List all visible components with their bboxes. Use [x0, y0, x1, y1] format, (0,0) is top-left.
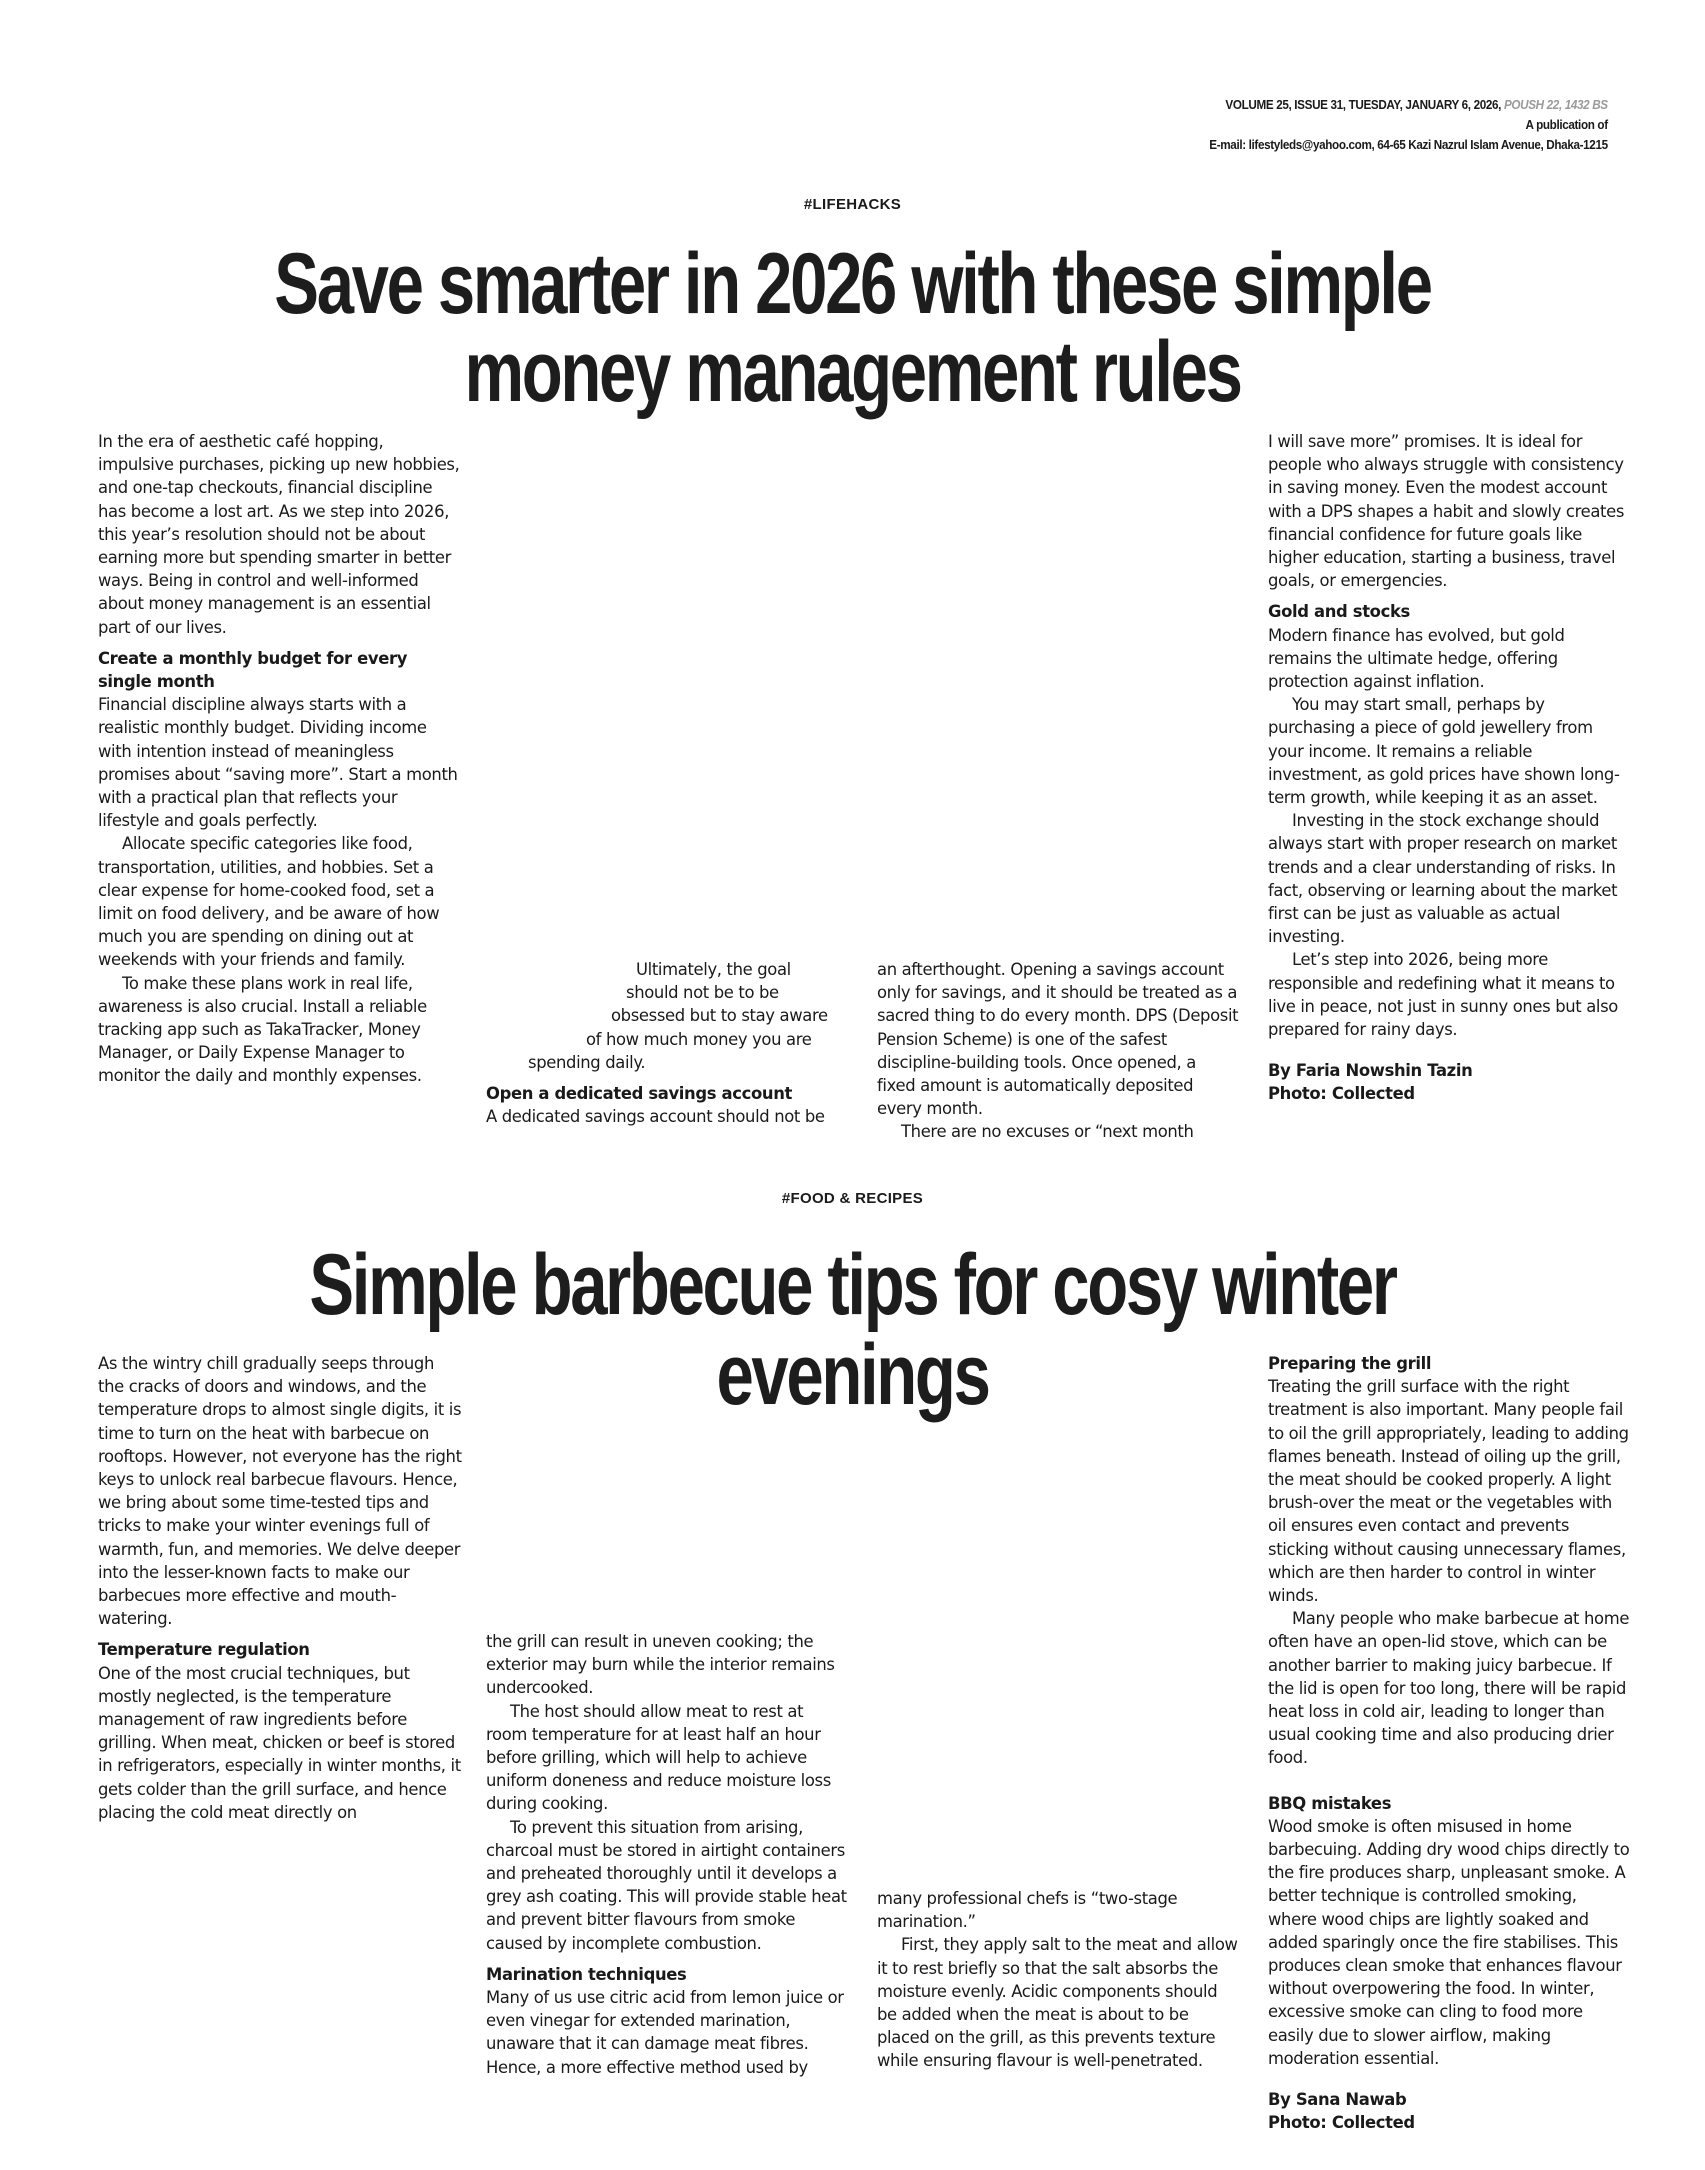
- article2-column-2: [486, 1630, 848, 2079]
- subheading-monthly-budget: Create a monthly budget for every single month: [98, 648, 408, 692]
- article1-headline: [188, 236, 1518, 420]
- text-line: Ultimately, the goal: [636, 960, 791, 979]
- byline: By Sana Nawab: [1268, 2090, 1407, 2110]
- paragraph: Allocate specific categories like food, transportation, utilities, and hobbies. Set a clear expense for home-cooked food, set a limit on food delivery, and be aware of how much you are spending on dining out at weekends with your friends and family.: [98, 834, 440, 970]
- byline: By Faria Nowshin Tazin: [1268, 1061, 1473, 1081]
- article2-column-3: [877, 1887, 1239, 2073]
- paragraph: A dedicated savings account should not be: [486, 1107, 825, 1127]
- article1-column-2: [486, 958, 848, 1128]
- paragraph: I will save more” promises. It is ideal for people who always struggle with consistency in saving money. Even the modest account with a DPS shapes a habit and slowly creates financial confidence for future goals like higher education, starting a business, travel goals, or emergencies.: [1268, 432, 1625, 591]
- subheading-bbq-mistakes: BBQ mistakes: [1268, 1793, 1392, 1813]
- paragraph: Investing in the stock exchange should always start with proper research on market trends and a clear understanding of risks. In fact, observing or learning about the market first can be just as valuable as actual investing.: [1268, 811, 1618, 947]
- paragraph: Let’s step into 2026, being more responsible and redefining what it means to live in peace, not just in sunny ones but also prepared for rainy days.: [1268, 950, 1618, 1040]
- section-tag-food-recipes: #FOOD & RECIPES: [781, 1190, 924, 1207]
- paragraph: You may start small, perhaps by purchasing a piece of gold jewellery from your income. It remains a reliable investment, as gold prices have shown long-term growth, while keeping it as an asset.: [1268, 695, 1620, 808]
- subheading-savings-account: Open a dedicated savings account: [486, 1084, 793, 1104]
- article1-intro: In the era of aesthetic café hopping, impulsive purchases, picking up new hobbies, and one-tap checkouts, financial discipline has become a lost art. As we step into 2026, this year’s resolution should not be about earning more but spending smarter in better ways. Being in control and well-informed about money management is an essential part of our lives.: [98, 432, 460, 637]
- paragraph: Wood smoke is often misused in home barbecuing. Adding dry wood chips directly to the fire produces sharp, unpleasant smoke. A better technique is controlled smoking, where wood chips are lightly soaked and added sparingly once the fire stabilises. This produces clean smoke that enhances flavour without overpowering the food. In winter, excessive smoke can cling to food more easily due to slower airflow, making moderation essential.: [1268, 1816, 1630, 2068]
- photo-credit: Photo: Collected: [1268, 2113, 1415, 2133]
- paragraph: Many people who make barbecue at home often have an open-lid stove, which can be another barrier to making juicy barbecue. If the lid is open for too long, there will be rapid heat loss in cold air, leading to longer than usual cooking time and also producing drier food.: [1268, 1609, 1630, 1768]
- paragraph: The host should allow meat to rest at room temperature for at least half an hour before grilling, which will help to achieve uniform doneness and reduce moisture loss during cooking.: [486, 1701, 831, 1814]
- subheading-temperature: Temperature regulation: [98, 1640, 310, 1660]
- paragraph: To make these plans work in real life, awareness is also crucial. Install a reliable tracking app such as TakaTracker, Money Manager, or Daily Expense Manager to monitor the daily and monthly expenses.: [98, 973, 427, 1086]
- paragraph: an afterthought. Opening a savings account only for savings, and it should be treated as a sacred thing to do every month. DPS (Deposit Pension Scheme) is one of the safest discipline-building tools. Once opened, a fixed amount is automatically deposited every month.: [877, 960, 1239, 1119]
- text-line: should not be to be: [626, 983, 779, 1003]
- article1-column-1: [98, 430, 460, 1088]
- article2-headline: Simple barbecue tips for cosy winter evenings: [309, 1237, 1396, 1423]
- paragraph: First, they apply salt to the meat and allow it to rest briefly so that the salt absorbs the moisture evenly. Acidic components should be added when the meat is about to be placed on the grill, as this prevents texture while ensuring flavour is well-penetrated.: [877, 1935, 1238, 2071]
- subheading-preparing-grill: Preparing the grill: [1268, 1354, 1432, 1373]
- article1-column-4: [1268, 430, 1630, 1106]
- text-line: obsessed but to stay aware: [611, 1006, 828, 1026]
- text-line: of how much money you are: [586, 1029, 812, 1049]
- paragraph: Financial discipline always starts with a realistic monthly budget. Dividing income with intention instead of meaningless promises about “saving more”. Start a month with a practical plan that reflects your lifestyle and goals perfectly.: [98, 695, 458, 831]
- contact-line: E-mail: lifestyleds@yahoo.com, 64-65 Kazi Nazrul Islam Avenue, Dhaka-1215: [1209, 137, 1608, 152]
- paragraph: the grill can result in uneven cooking; the exterior may burn while the interior remains undercooked.: [486, 1632, 835, 1698]
- headline-line-2: money management rules: [464, 324, 1241, 420]
- paragraph: Treating the grill surface with the right treatment is also important. Many people fail to oil the grill appropriately, leading to adding flames beneath. Instead of oiling up the grill, the meat should be cooked properly. A light brush-over the meat or the vegetables with oil ensures even contact and prevents sticking without causing unnecessary flames, which are then harder to control in winter winds.: [1268, 1377, 1629, 1606]
- paragraph: Modern finance has evolved, but gold remains the ultimate hedge, offering protection against inflation.: [1268, 625, 1565, 692]
- article2-column-1: [98, 1352, 463, 1824]
- bangla-date: POUSH 22, 1432 BS: [1504, 97, 1608, 112]
- paragraph: There are no excuses or “next month: [901, 1122, 1194, 1142]
- subheading-marination: Marination techniques: [486, 1964, 687, 1984]
- paragraph: many professional chefs is “two-stage marination.”: [877, 1889, 1178, 1932]
- article2-intro: As the wintry chill gradually seeps through the cracks of doors and windows, and the temperature drops to almost single digits, it is time to turn on the heat with barbecue on rooftops. However, not everyone has the right keys to unlock real barbecue flavours. Hence, we bring about some time-tested tips and tricks to make your winter evenings full of warmth, fun, and memories. We delve deeper into the lesser-known facts to make our barbecues more effective and mouth-watering.: [98, 1354, 462, 1629]
- publication-line: A publication of: [1525, 117, 1608, 132]
- article1-column-3: [877, 958, 1239, 1144]
- text-line: spending daily.: [528, 1052, 646, 1072]
- photo-credit: Photo: Collected: [1268, 1084, 1415, 1104]
- issue-line: [1210, 95, 1608, 115]
- headline-line-1: Save smarter in 2026 with these simple: [274, 236, 1431, 332]
- article2-column-4: [1268, 1352, 1630, 2135]
- paragraph: To prevent this situation from arising, charcoal must be stored in airtight containers and preheated thoroughly until it develops a grey ash coating. This will provide stable heat and prevent bitter flavours from smoke caused by incomplete combustion.: [486, 1817, 847, 1953]
- paragraph: Many of us use citric acid from lemon juice or even vinegar for extended marination, unaware that it can damage meat fibres. Hence, a more effective method used by: [486, 1988, 844, 2077]
- paragraph: One of the most crucial techniques, but mostly neglected, is the temperature management of raw ingredients before grilling. When meat, chicken or beef is stored in refrigerators, especially in winter months, it gets colder than the grill surface, and hence placing the cold meat directly on: [98, 1663, 461, 1822]
- issue-info: VOLUME 25, ISSUE 31, TUESDAY, JANUARY 6, 2026,: [1225, 97, 1502, 112]
- subheading-gold-stocks: Gold and stocks: [1268, 602, 1410, 622]
- masthead: [1210, 95, 1608, 155]
- section-tag-lifehacks: #LIFEHACKS: [803, 196, 902, 213]
